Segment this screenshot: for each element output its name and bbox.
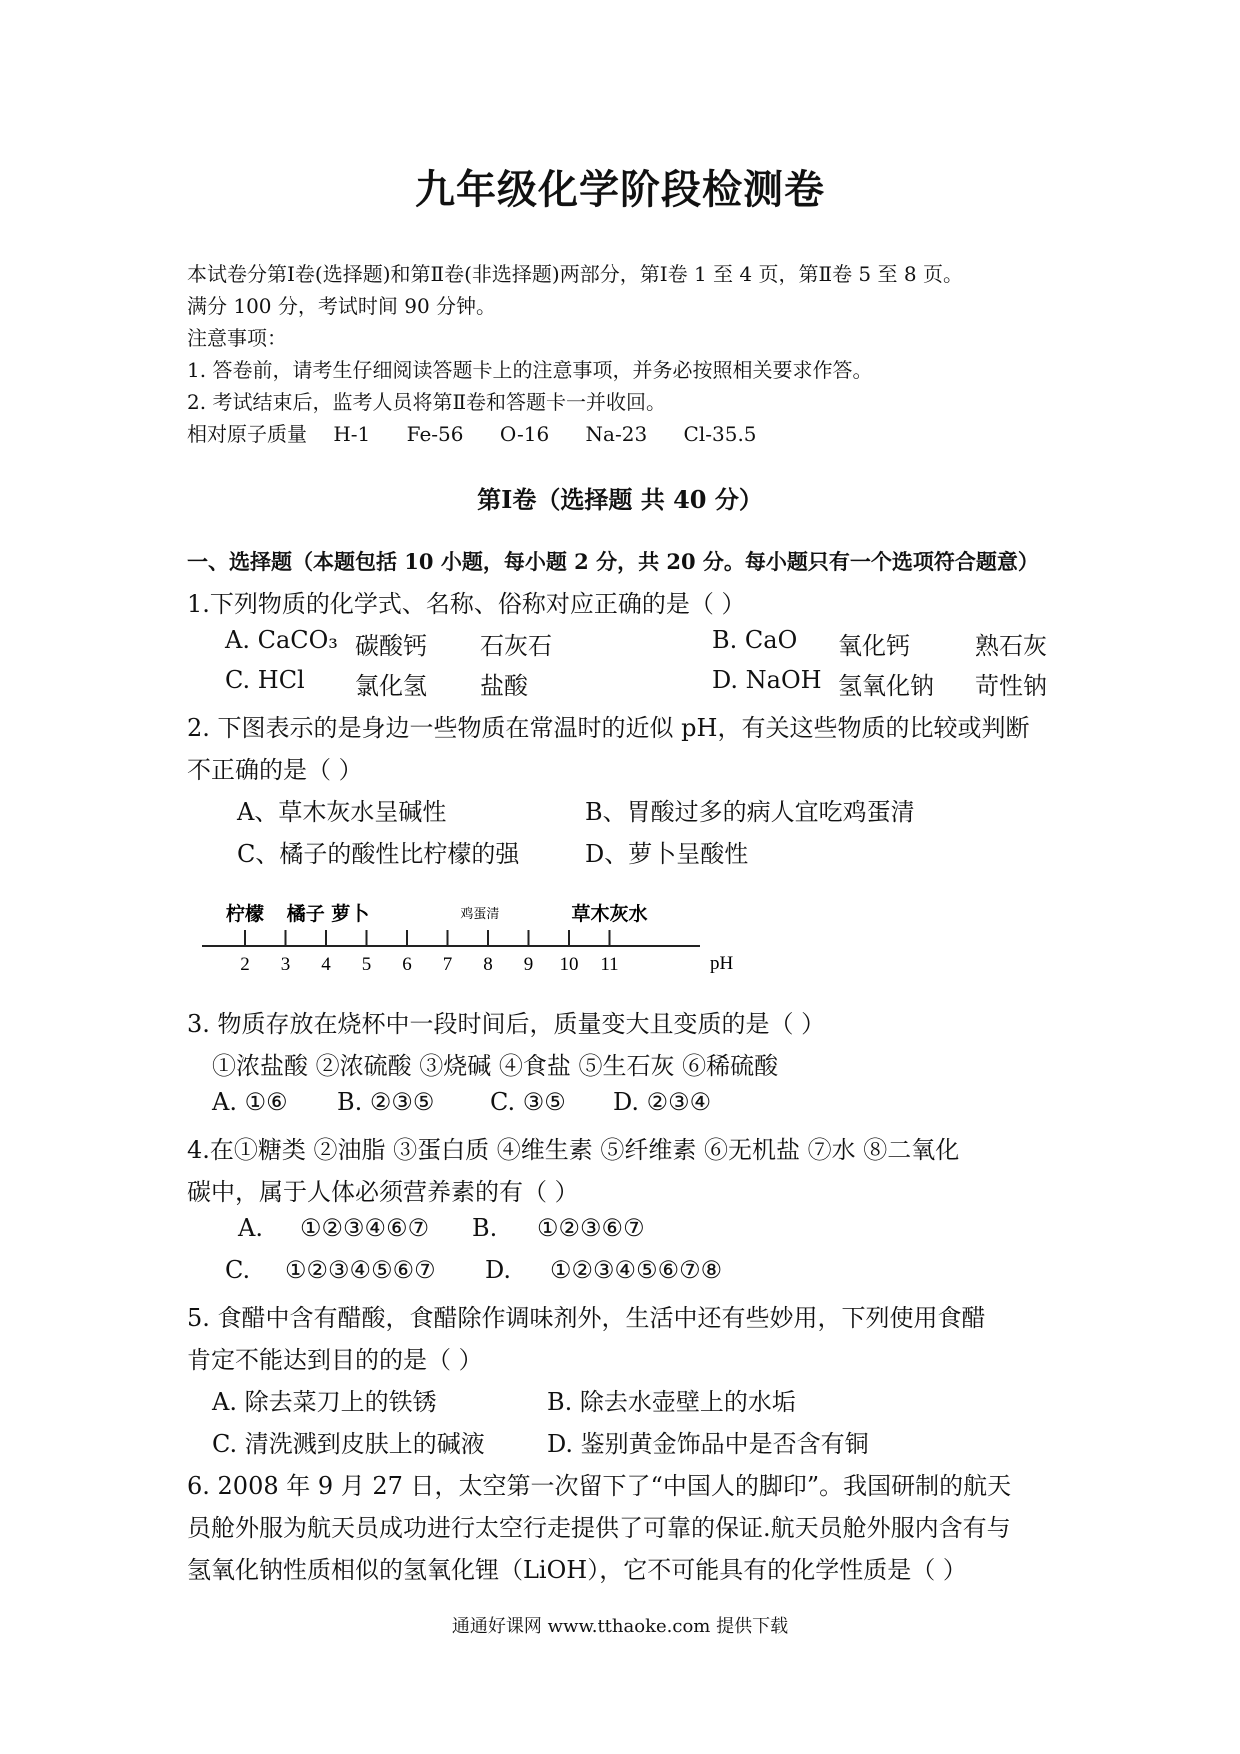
atomic-mass-cl: Cl-35.5 [683, 422, 757, 446]
ph-substance-label: 鸡蛋清 [460, 907, 500, 922]
q1-stem: 1.下列物质的化学式、名称、俗称对应正确的是（ ） [187, 590, 746, 618]
ph-scale-figure [200, 890, 760, 980]
q6-line-3: 氢氧化钠性质相似的氢氧化锂（LiOH），它不可能具有的化学性质是（ ） [187, 1556, 967, 1584]
q4-option-b: ①②③⑥⑦ [537, 1214, 645, 1242]
q5-option-b: B. 除去水壶壁上的水垢 [547, 1388, 796, 1416]
notice-2: 2. 考试结束后，监考人员将第Ⅱ卷和答题卡一并收回。 [187, 390, 667, 414]
ph-unit-label: pH [710, 953, 734, 974]
ph-substance-label: 橘子 [286, 903, 325, 925]
ph-substance-label: 柠檬 [225, 903, 265, 925]
q4-stem-1: 4.在①糖类 ②油脂 ③蛋白质 ④维生素 ⑤纤维素 ⑥无机盐 ⑦水 ⑧二氧化 [187, 1136, 960, 1164]
atomic-mass-o: O-16 [499, 422, 550, 446]
page-title: 九年级化学阶段检测卷 [415, 166, 825, 213]
ph-tick-label-11: 11 [600, 954, 619, 975]
q1-option-d-common: 苛性钠 [975, 672, 1047, 700]
q5-stem-2: 肯定不能达到目的的是（ ） [187, 1346, 483, 1374]
ph-tick-label-7: 7 [442, 954, 453, 975]
q4-option-c: ①②③④⑤⑥⑦ [285, 1256, 436, 1284]
ph-substance-label: 萝卜 [331, 903, 370, 925]
q3-option-a: A. ①⑥ [212, 1088, 288, 1116]
atomic-mass-fe: Fe-56 [406, 422, 464, 446]
q1-option-a-formula: A. CaCO₃ [225, 626, 338, 654]
q2-option-b: B、胃酸过多的病人宜吃鸡蛋清 [585, 798, 915, 826]
q2-stem-2: 不正确的是（ ） [187, 756, 363, 784]
q6-line-2: 员舱外服为航天员成功进行太空行走提供了可靠的保证.航天员舱外服内含有与 [187, 1514, 1011, 1542]
ph-scale-svg [200, 890, 760, 980]
q4-option-d: ①②③④⑤⑥⑦⑧ [550, 1256, 723, 1284]
q1-option-c-common: 盐酸 [480, 672, 528, 700]
q1-option-d-name: 氢氧化钠 [838, 672, 934, 700]
ph-tick-label-8: 8 [483, 954, 493, 975]
notice-1: 1. 答卷前，请考生仔细阅读答题卡上的注意事项，并务必按照相关要求作答。 [187, 358, 873, 382]
q3-items: ①浓盐酸 ②浓硫酸 ③烧碱 ④食盐 ⑤生石灰 ⑥稀硫酸 [212, 1052, 779, 1080]
ph-tick-label-6: 6 [402, 954, 412, 975]
ph-tick-label-4: 4 [321, 954, 331, 975]
q3-option-b: B. ②③⑤ [337, 1088, 435, 1116]
section-title: 第Ⅰ卷（选择题 共 40 分） [477, 485, 763, 514]
q1-option-a-common: 石灰石 [480, 632, 552, 660]
notice-label: 注意事项： [187, 326, 287, 350]
q3-stem: 3. 物质存放在烧杯中一段时间后，质量变大且变质的是（ ） [187, 1010, 826, 1038]
q1-option-b-common: 熟石灰 [975, 632, 1047, 660]
q2-option-d: D、萝卜呈酸性 [585, 840, 749, 868]
q4-option-a: ①②③④⑥⑦ [300, 1214, 430, 1242]
intro-line-2: 满分 100 分，考试时间 90 分钟。 [187, 294, 497, 318]
ph-tick-label-9: 9 [523, 954, 534, 975]
q1-option-c-name: 氯化氢 [355, 672, 427, 700]
q4-option-a-label: A. [238, 1214, 263, 1242]
q1-option-b-name: 氧化钙 [838, 632, 910, 660]
q2-option-c: C、橘子的酸性比柠檬的强 [237, 840, 520, 868]
q5-option-a: A. 除去菜刀上的铁锈 [212, 1388, 437, 1416]
ph-substance-label: 草木灰水 [571, 903, 648, 925]
q1-option-b-formula: B. CaO [712, 626, 798, 654]
ph-tick-label-2: 2 [240, 954, 250, 975]
footer-download-note: 通通好课网 www.tthaoke.com 提供下载 [451, 1616, 789, 1637]
ph-tick-label-10: 10 [559, 954, 579, 975]
q5-option-d: D. 鉴别黄金饰品中是否含有铜 [547, 1430, 869, 1458]
part-heading: 一、选择题（本题包括 10 小题，每小题 2 分，共 20 分。每小题只有一个选项符合题意） [187, 549, 1039, 574]
ph-tick-label-5: 5 [361, 954, 372, 975]
q1-option-c-formula: C. HCl [225, 666, 305, 694]
q1-option-a-name: 碳酸钙 [355, 632, 427, 660]
atomic-mass-h: H-1 [333, 422, 371, 446]
q4-stem-2: 碳中，属于人体必须营养素的有（ ） [187, 1178, 579, 1206]
q4-option-b-label: B. [472, 1214, 498, 1242]
q1-option-d-formula: D. NaOH [712, 666, 822, 694]
q4-option-d-label: D. [485, 1256, 512, 1284]
atomic-mass-na: Na-23 [585, 422, 648, 446]
q2-stem-1: 2. 下图表示的是身边一些物质在常温时的近似 pH，有关这些物质的比较或判断 [187, 714, 1030, 742]
q3-option-d: D. ②③④ [613, 1088, 712, 1116]
q2-option-a: A、草木灰水呈碱性 [237, 798, 447, 826]
q3-option-c: C. ③⑤ [490, 1088, 566, 1116]
q5-stem-1: 5. 食醋中含有醋酸，食醋除作调味剂外，生活中还有些妙用，下列使用食醋 [187, 1304, 986, 1332]
ph-tick-label-3: 3 [280, 954, 291, 975]
atomic-mass-label: 相对原子质量 [187, 422, 307, 446]
intro-line-1: 本试卷分第Ⅰ卷(选择题)和第Ⅱ卷(非选择题)两部分，第Ⅰ卷 1 至 4 页，第Ⅱ卷 5 至 8 页。 [187, 262, 963, 286]
q5-option-c: C. 清洗溅到皮肤上的碱液 [212, 1430, 485, 1458]
atomic-mass-line [187, 418, 757, 447]
q4-option-c-label: C. [225, 1256, 251, 1284]
q6-line-1: 6. 2008 年 9 月 27 日，太空第一次留下了“中国人的脚印”。我国研制的航天 [187, 1472, 1012, 1500]
